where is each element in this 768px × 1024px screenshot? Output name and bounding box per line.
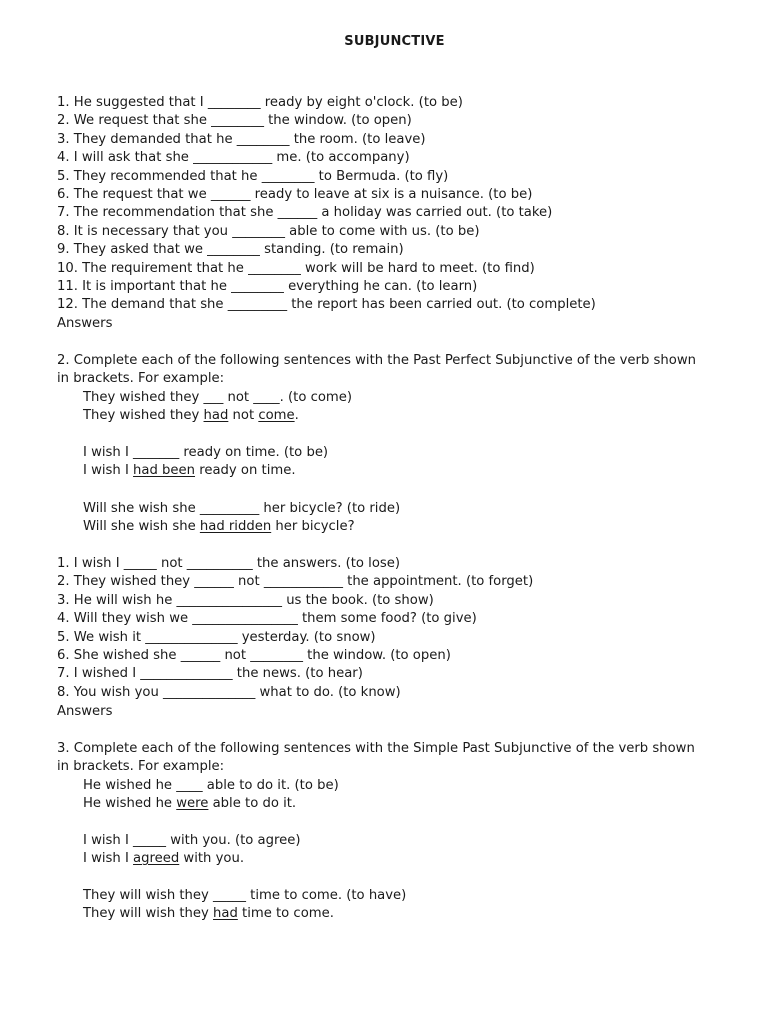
exercise-item: 8. It is necessary that you ________ able to come with us. (to be) xyxy=(57,223,480,239)
exercise-item: 3. They demanded that he ________ the room. (to leave) xyxy=(57,131,426,147)
section2-example1-question: They wished they ___ not ____. (to come) xyxy=(83,390,353,405)
section3-example2-answer: I wish I agreed with you. xyxy=(83,851,245,866)
section3-example3-answer: They will wish they had time to come. xyxy=(83,906,334,921)
answer-underline: had been xyxy=(133,463,196,478)
exercise-item: 1. I wish I _____ not __________ the answers. (to lose) xyxy=(57,556,401,571)
section3-example2-question: I wish I _____ with you. (to agree) xyxy=(83,833,301,848)
exercise-item: 7. I wished I ______________ the news. (to hear) xyxy=(57,666,363,682)
section2-example2-question: I wish I _______ ready on time. (to be) xyxy=(83,445,329,460)
answer-underline: had ridden xyxy=(199,519,272,534)
exercise-item: 6. She wished she ______ not ________ the window. (to open) xyxy=(57,648,451,663)
exercise-item: 8. You wish you ______________ what to do. (to know) xyxy=(57,684,401,700)
answer-underline: had xyxy=(203,408,229,423)
answer-underline: agreed xyxy=(133,851,180,866)
section3-instruction-line2: in brackets. For example: xyxy=(57,759,225,774)
section2-example3-question: Will she wish she _________ her bicycle? (to ride) xyxy=(83,501,401,516)
section3-example1-question: He wished he ____ able to do it. (to be) xyxy=(83,778,339,793)
exercise-item: 6. The request that we ______ ready to leave at six is a nuisance. (to be) xyxy=(57,187,533,202)
page-title: SUBJUNCTIVE xyxy=(344,34,445,49)
exercise-item: 2. We request that she ________ the window. (to open) xyxy=(57,113,412,129)
exercise-item: 5. They recommended that he ________ to Bermuda. (to fly) xyxy=(57,168,449,184)
section1-answers-label: Answers xyxy=(57,316,113,331)
section2-instruction-line1: 2. Complete each of the following sentences with the Past Perfect Subjunctive of the verb shown xyxy=(57,353,696,368)
exercise-item: 12. The demand that she _________ the report has been carried out. (to complete) xyxy=(57,297,596,313)
section2-example3-answer: Will she wish she had ridden her bicycle? xyxy=(83,519,355,534)
section2-answers-label: Answers xyxy=(57,704,113,719)
answer-underline: had xyxy=(213,906,238,921)
section2-instruction-line2: in brackets. For example: xyxy=(57,371,225,386)
answer-underline: were xyxy=(176,796,209,811)
exercise-item: 4. Will they wish we ________________ them some food? (to give) xyxy=(57,611,477,627)
exercise-item: 11. It is important that he ________ everything he can. (to learn) xyxy=(57,279,478,294)
answer-underline: come xyxy=(258,408,295,423)
exercise-item: 7. The recommendation that she ______ a holiday was carried out. (to take) xyxy=(57,205,553,221)
section3-instruction-line1: 3. Complete each of the following sentences with the Simple Past Subjunctive of the verb shown xyxy=(57,741,695,756)
exercise-item: 1. He suggested that I ________ ready by eight o'clock. (to be) xyxy=(57,95,463,110)
section2-example1-answer: They wished they had not come. xyxy=(83,408,299,423)
section2-example2-answer: I wish I had been ready on time. xyxy=(83,463,296,478)
exercise-item: 4. I will ask that she ____________ me. (to accompany) xyxy=(57,150,410,166)
exercise-item: 2. They wished they ______ not ____________ the appointment. (to forget) xyxy=(57,574,534,590)
exercise-item: 5. We wish it ______________ yesterday. (to snow) xyxy=(57,629,376,645)
section3-example3-question: They will wish they _____ time to come. (to have) xyxy=(83,888,407,903)
exercise-item: 10. The requirement that he ________ work will be hard to meet. (to find) xyxy=(57,260,535,276)
section3-example1-answer: He wished he were able to do it. xyxy=(83,796,297,811)
exercise-item: 3. He will wish he ________________ us the book. (to show) xyxy=(57,592,434,608)
exercise-item: 9. They asked that we ________ standing. (to remain) xyxy=(57,242,404,258)
